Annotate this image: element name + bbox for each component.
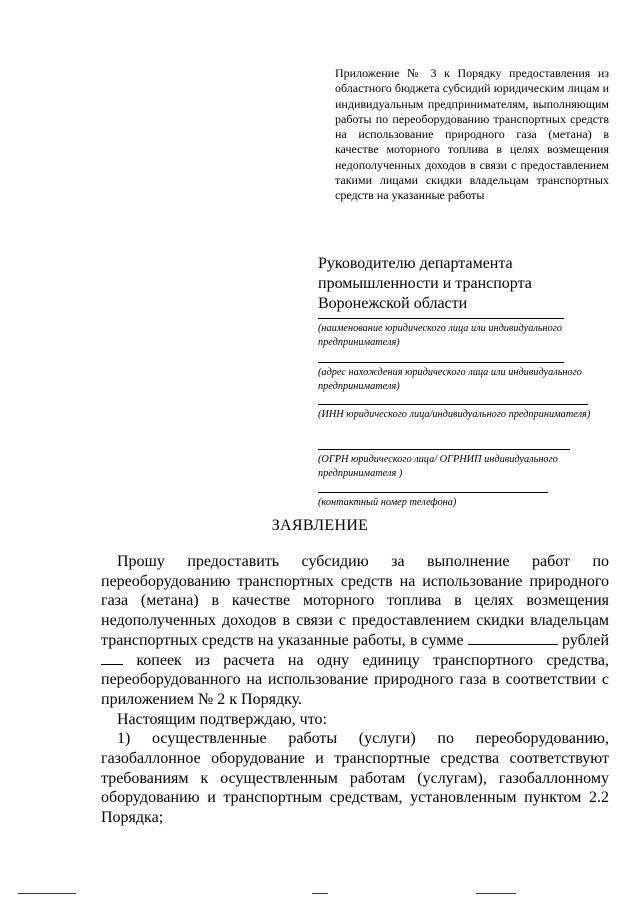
field-caption: (ИНН юридического лица/индивидуального предпринимателя) (318, 409, 591, 420)
applicant-address-field[interactable] (318, 362, 600, 394)
appendix-heading: Приложение № 3 к Порядку предоставления из областного бюджета субсидий юридическим лицам и индивидуальным предпринимателям, выполняющим работы по переоборудованию транспортных средств на использование природного газа (метана) в качестве моторного топлива в целях возмещения недополученных доходов в связи с предоставлением такими лицами скидки владельцам транспортных средств на указанные работы (335, 66, 609, 203)
bottom-rule (18, 893, 76, 894)
request-text-end: копеек из расчета на одну единицу транспортного средства, переоборудованного на использование природного газа в соответствии с приложением № 2 к Порядку. (101, 651, 610, 708)
amount-kopecks-blank[interactable] (101, 651, 123, 665)
confirmation-intro: Настоящим подтверждаю, что: (117, 710, 327, 728)
bottom-rule (312, 893, 328, 894)
rubles-label: рублей (562, 631, 610, 649)
document-title: ЗАЯВЛЕНИЕ (271, 517, 369, 534)
applicant-inn-field[interactable] (318, 404, 613, 422)
applicant-phone-field[interactable] (318, 492, 558, 510)
fill-line (318, 404, 588, 405)
fill-line (318, 492, 548, 493)
amount-rubles-blank[interactable] (468, 631, 558, 645)
addressee-block (318, 254, 618, 314)
field-caption: (наименование юридического лица или индивидуального предпринимателя) (318, 323, 562, 348)
field-caption: (адрес нахождения юридического лица или индивидуального предпринимателя) (318, 367, 582, 392)
addressee-line: промышленности и транспорта (318, 275, 532, 292)
field-caption: (контактный номер телефона) (318, 497, 457, 508)
applicant-ogrn-field[interactable] (318, 449, 588, 481)
addressee-line: Руководителю департамента (318, 255, 513, 272)
application-body (101, 552, 609, 828)
confirmation-item-1: 1) осуществленные работы (услуги) по переоборудованию, газобаллонное оборудование и транспортные средства соответствуют требованиям к осуществленным работам (услугам), газобаллонному оборудованию и транспортным средствам, установленным пунктом 2.2 Порядка; (101, 730, 609, 827)
fill-line (318, 449, 570, 450)
field-caption: (ОГРН юридического лица/ ОГРНИП индивидуального предпринимателя ) (318, 454, 558, 479)
request-text: Прошу предоставить субсидию за выполнение работ по переоборудованию транспортных средств на использование природного газа (метана) в качестве моторного топлива в целях возмещения недополученных доходов в связи с предоставлением скидки владельцам транспортных средств на указанные работы, в сумме (101, 553, 609, 649)
bottom-rule (476, 893, 516, 894)
fill-line (318, 362, 564, 363)
fill-line (318, 318, 564, 319)
applicant-name-field[interactable] (318, 318, 600, 350)
addressee-line: Воронежской области (318, 295, 468, 312)
request-paragraph (101, 552, 609, 710)
